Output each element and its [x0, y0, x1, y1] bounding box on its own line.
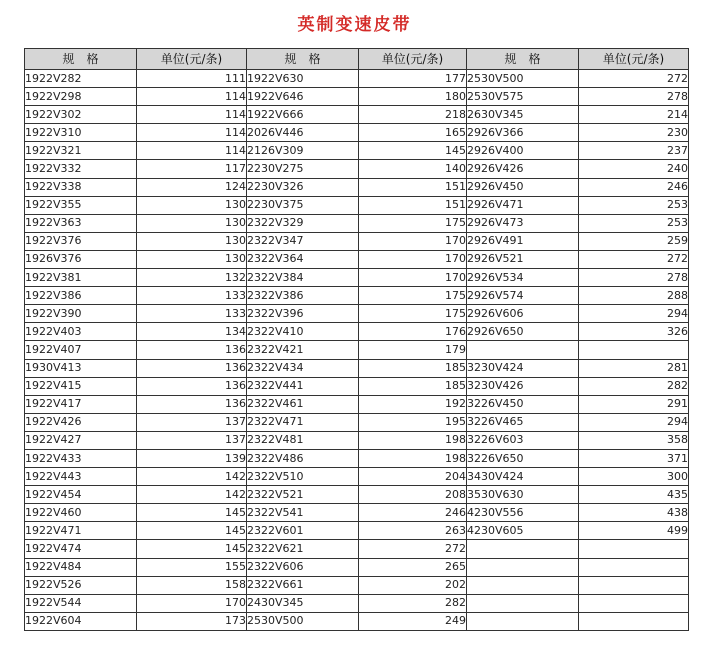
table-row — [25, 468, 689, 486]
price-cell: 185 — [359, 377, 467, 395]
spec-cell: 1922V407 — [25, 341, 137, 359]
price-cell: 278 — [579, 269, 689, 287]
spec-cell: 3430V424 — [467, 468, 579, 486]
spec-cell: 2322V541 — [247, 504, 359, 522]
price-cell: 179 — [359, 341, 467, 359]
price-cell: 165 — [359, 124, 467, 142]
table-row — [25, 106, 689, 124]
price-cell: 180 — [359, 88, 467, 106]
header-row — [25, 49, 689, 70]
price-cell: 137 — [137, 431, 247, 449]
table-row — [25, 70, 689, 88]
price-cell: 371 — [579, 449, 689, 467]
spec-cell: 1922V381 — [25, 269, 137, 287]
price-cell: 114 — [137, 142, 247, 160]
table-row — [25, 305, 689, 323]
spec-cell: 3226V650 — [467, 449, 579, 467]
spec-cell: 2322V521 — [247, 486, 359, 504]
price-cell — [579, 540, 689, 558]
price-cell: 130 — [137, 214, 247, 232]
spec-cell: 2322V661 — [247, 576, 359, 594]
price-cell: 151 — [359, 178, 467, 196]
price-cell: 139 — [137, 449, 247, 467]
price-cell: 170 — [359, 232, 467, 250]
table-row — [25, 449, 689, 467]
spec-cell: 2322V364 — [247, 250, 359, 268]
spec-cell: 3230V424 — [467, 359, 579, 377]
spec-cell: 2430V345 — [247, 594, 359, 612]
table-row — [25, 359, 689, 377]
price-cell: 133 — [137, 305, 247, 323]
spec-cell: 1922V415 — [25, 377, 137, 395]
spec-cell: 2230V275 — [247, 160, 359, 178]
table-header — [25, 49, 689, 70]
spec-cell — [467, 576, 579, 594]
price-cell: 249 — [359, 612, 467, 630]
spec-cell: 2322V421 — [247, 341, 359, 359]
spec-cell: 2322V347 — [247, 232, 359, 250]
table-row — [25, 250, 689, 268]
price-cell: 282 — [579, 377, 689, 395]
table-row — [25, 612, 689, 630]
table-row — [25, 287, 689, 305]
spec-cell: 1922V390 — [25, 305, 137, 323]
table-row — [25, 214, 689, 232]
price-table — [24, 48, 689, 631]
spec-cell — [467, 558, 579, 576]
spec-cell: 2530V500 — [467, 70, 579, 88]
spec-cell: 2026V446 — [247, 124, 359, 142]
spec-cell: 1922V310 — [25, 124, 137, 142]
spec-cell: 2322V410 — [247, 323, 359, 341]
price-cell: 265 — [359, 558, 467, 576]
table-row — [25, 576, 689, 594]
price-cell: 281 — [579, 359, 689, 377]
price-cell: 158 — [137, 576, 247, 594]
price-cell: 218 — [359, 106, 467, 124]
spec-cell: 2926V426 — [467, 160, 579, 178]
table-row — [25, 88, 689, 106]
spec-cell: 1922V298 — [25, 88, 137, 106]
price-cell: 151 — [359, 196, 467, 214]
spec-cell: 1922V454 — [25, 486, 137, 504]
price-cell — [579, 612, 689, 630]
spec-cell: 1922V630 — [247, 70, 359, 88]
spec-cell: 1922V321 — [25, 142, 137, 160]
price-cell: 176 — [359, 323, 467, 341]
price-cell: 246 — [359, 504, 467, 522]
price-cell: 132 — [137, 269, 247, 287]
spec-cell: 2322V471 — [247, 413, 359, 431]
price-cell: 155 — [137, 558, 247, 576]
price-cell: 358 — [579, 431, 689, 449]
spec-cell: 1922V544 — [25, 594, 137, 612]
price-cell: 133 — [137, 287, 247, 305]
table-row — [25, 160, 689, 178]
spec-cell: 2230V326 — [247, 178, 359, 196]
header-price: 单位(元/条) — [137, 49, 247, 70]
price-cell: 142 — [137, 486, 247, 504]
table-row — [25, 232, 689, 250]
price-cell: 170 — [359, 269, 467, 287]
spec-cell — [467, 612, 579, 630]
price-cell: 282 — [359, 594, 467, 612]
price-cell — [579, 576, 689, 594]
price-cell: 145 — [137, 504, 247, 522]
price-cell — [579, 341, 689, 359]
spec-cell: 1922V332 — [25, 160, 137, 178]
price-cell — [579, 594, 689, 612]
spec-cell: 1922V433 — [25, 449, 137, 467]
spec-cell: 1922V403 — [25, 323, 137, 341]
table-row — [25, 558, 689, 576]
spec-cell: 1922V386 — [25, 287, 137, 305]
header-price: 单位(元/条) — [359, 49, 467, 70]
price-cell: 288 — [579, 287, 689, 305]
spec-cell: 1922V474 — [25, 540, 137, 558]
price-cell: 198 — [359, 449, 467, 467]
price-cell: 237 — [579, 142, 689, 160]
table-row — [25, 413, 689, 431]
spec-cell: 2926V450 — [467, 178, 579, 196]
table-row — [25, 594, 689, 612]
price-cell: 240 — [579, 160, 689, 178]
spec-cell: 2322V621 — [247, 540, 359, 558]
spec-cell: 2530V500 — [247, 612, 359, 630]
price-cell: 272 — [359, 540, 467, 558]
price-cell: 170 — [359, 250, 467, 268]
table-row — [25, 504, 689, 522]
table-row — [25, 395, 689, 413]
header-spec: 规 格 — [467, 49, 579, 70]
spec-cell: 2322V601 — [247, 522, 359, 540]
table-row — [25, 431, 689, 449]
price-cell: 130 — [137, 196, 247, 214]
spec-cell: 3530V630 — [467, 486, 579, 504]
spec-cell: 1922V427 — [25, 431, 137, 449]
spec-cell: 1922V363 — [25, 214, 137, 232]
spec-cell: 1922V484 — [25, 558, 137, 576]
price-cell: 175 — [359, 214, 467, 232]
price-cell: 114 — [137, 88, 247, 106]
price-cell: 214 — [579, 106, 689, 124]
price-cell: 185 — [359, 359, 467, 377]
header-spec: 规 格 — [25, 49, 137, 70]
spec-cell: 2926V491 — [467, 232, 579, 250]
spec-cell: 2322V606 — [247, 558, 359, 576]
price-cell: 114 — [137, 124, 247, 142]
price-cell: 111 — [137, 70, 247, 88]
spec-cell: 2322V441 — [247, 377, 359, 395]
price-cell — [579, 558, 689, 576]
spec-cell: 1930V413 — [25, 359, 137, 377]
price-cell: 175 — [359, 287, 467, 305]
price-cell: 136 — [137, 341, 247, 359]
spec-cell: 3226V450 — [467, 395, 579, 413]
spec-cell: 1922V526 — [25, 576, 137, 594]
price-cell: 272 — [579, 250, 689, 268]
spec-cell: 2630V345 — [467, 106, 579, 124]
price-cell: 253 — [579, 196, 689, 214]
price-cell: 198 — [359, 431, 467, 449]
price-cell: 499 — [579, 522, 689, 540]
price-cell: 435 — [579, 486, 689, 504]
price-cell: 170 — [137, 594, 247, 612]
spec-cell: 4230V605 — [467, 522, 579, 540]
price-cell: 136 — [137, 359, 247, 377]
price-cell: 175 — [359, 305, 467, 323]
spec-cell: 2322V434 — [247, 359, 359, 377]
spec-cell: 2926V606 — [467, 305, 579, 323]
spec-cell: 2926V473 — [467, 214, 579, 232]
table-row — [25, 124, 689, 142]
spec-cell: 1922V376 — [25, 232, 137, 250]
price-cell: 145 — [137, 522, 247, 540]
price-cell: 137 — [137, 413, 247, 431]
price-cell: 140 — [359, 160, 467, 178]
price-cell: 294 — [579, 305, 689, 323]
spec-cell: 1922V302 — [25, 106, 137, 124]
spec-cell: 1922V666 — [247, 106, 359, 124]
price-cell: 259 — [579, 232, 689, 250]
spec-cell: 1926V376 — [25, 250, 137, 268]
price-cell: 145 — [359, 142, 467, 160]
price-cell: 114 — [137, 106, 247, 124]
spec-cell: 2926V521 — [467, 250, 579, 268]
price-cell: 204 — [359, 468, 467, 486]
table-row — [25, 540, 689, 558]
price-cell: 136 — [137, 377, 247, 395]
spec-cell: 1922V426 — [25, 413, 137, 431]
price-cell: 294 — [579, 413, 689, 431]
price-cell: 130 — [137, 250, 247, 268]
price-cell: 326 — [579, 323, 689, 341]
price-cell: 177 — [359, 70, 467, 88]
price-cell: 246 — [579, 178, 689, 196]
price-cell: 192 — [359, 395, 467, 413]
price-cell: 124 — [137, 178, 247, 196]
spec-cell: 2926V366 — [467, 124, 579, 142]
table-row — [25, 142, 689, 160]
spec-cell: 1922V338 — [25, 178, 137, 196]
spec-cell: 2322V486 — [247, 449, 359, 467]
spec-cell: 1922V417 — [25, 395, 137, 413]
table-row — [25, 178, 689, 196]
table-row — [25, 486, 689, 504]
spec-cell: 2322V329 — [247, 214, 359, 232]
spec-cell: 1922V471 — [25, 522, 137, 540]
spec-cell: 2322V461 — [247, 395, 359, 413]
spec-cell: 2322V481 — [247, 431, 359, 449]
spec-cell: 1922V443 — [25, 468, 137, 486]
spec-cell: 2926V534 — [467, 269, 579, 287]
spec-cell: 3230V426 — [467, 377, 579, 395]
spec-cell: 1922V460 — [25, 504, 137, 522]
spec-cell: 2322V384 — [247, 269, 359, 287]
price-cell: 208 — [359, 486, 467, 504]
spec-cell: 1922V646 — [247, 88, 359, 106]
table-row — [25, 323, 689, 341]
spec-cell: 4230V556 — [467, 504, 579, 522]
price-cell: 173 — [137, 612, 247, 630]
spec-cell: 2926V650 — [467, 323, 579, 341]
table-body — [25, 70, 689, 631]
spec-cell — [467, 540, 579, 558]
spec-cell: 1922V282 — [25, 70, 137, 88]
price-cell: 117 — [137, 160, 247, 178]
price-cell: 272 — [579, 70, 689, 88]
spec-cell: 2530V575 — [467, 88, 579, 106]
price-cell: 130 — [137, 232, 247, 250]
header-spec: 规 格 — [247, 49, 359, 70]
price-cell: 438 — [579, 504, 689, 522]
price-cell: 300 — [579, 468, 689, 486]
spec-cell: 2230V375 — [247, 196, 359, 214]
header-price: 单位(元/条) — [579, 49, 689, 70]
spec-cell: 2926V471 — [467, 196, 579, 214]
spec-cell: 2926V400 — [467, 142, 579, 160]
price-cell: 230 — [579, 124, 689, 142]
price-cell: 263 — [359, 522, 467, 540]
table-row — [25, 196, 689, 214]
table-row — [25, 377, 689, 395]
price-cell: 291 — [579, 395, 689, 413]
spec-cell: 2322V396 — [247, 305, 359, 323]
spec-cell: 2322V386 — [247, 287, 359, 305]
price-cell: 136 — [137, 395, 247, 413]
spec-cell: 2322V510 — [247, 468, 359, 486]
spec-cell: 3226V465 — [467, 413, 579, 431]
spec-cell: 1922V355 — [25, 196, 137, 214]
price-cell: 145 — [137, 540, 247, 558]
price-cell: 142 — [137, 468, 247, 486]
price-cell: 195 — [359, 413, 467, 431]
price-cell: 278 — [579, 88, 689, 106]
table-row — [25, 341, 689, 359]
page-title: 英制变速皮带 — [297, 15, 412, 35]
spec-cell — [467, 341, 579, 359]
price-cell: 134 — [137, 323, 247, 341]
spec-cell: 1922V604 — [25, 612, 137, 630]
table-row — [25, 522, 689, 540]
spec-cell: 2126V309 — [247, 142, 359, 160]
price-cell: 253 — [579, 214, 689, 232]
price-cell: 202 — [359, 576, 467, 594]
spec-cell — [467, 594, 579, 612]
spec-cell: 2926V574 — [467, 287, 579, 305]
spec-cell: 3226V603 — [467, 431, 579, 449]
table-row — [25, 269, 689, 287]
